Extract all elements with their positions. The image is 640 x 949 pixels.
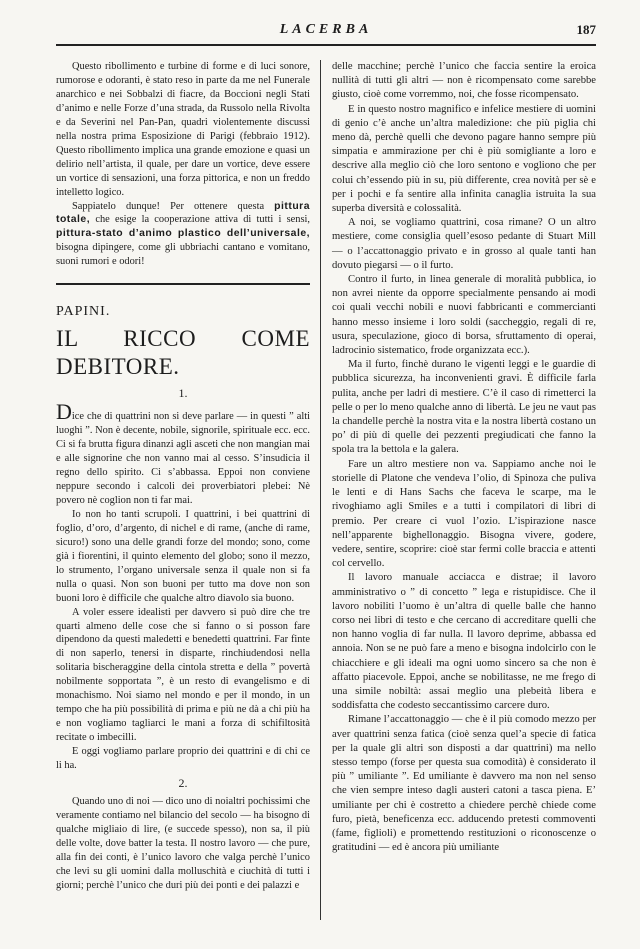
column-divider bbox=[320, 60, 321, 920]
article-end-rule bbox=[56, 283, 310, 285]
text-run: che esige la cooperazione attiva di tutti i sensi, bbox=[90, 214, 310, 226]
paragraph: Io non ho tanti scrupoli. I quattrini, i bei quattrini di foglio, d’oro, d’argento, di nichel e di rame, (anche di rame, sicuro!) sono una delle grandi forze del mondo; sono, come già i fiorentini, il quinto elemento del globo; sono il mezzo, lo strumento, l’organo universale senza il quale non si fa nulla o quasi. Non son buoni per tutto ma dove non son buoni loro è difficile che qualche altro diavolo sia buono. bbox=[56, 508, 310, 604]
paragraph: Il lavoro manuale acciacca e distrae; il lavoro amministrativo o ” di concetto ” lega e ristupidisce. Che il lavoro nobiliti l’uomo è un’altra di quelle balle che hanno corso nei libri di testo e che cercano di accreditare quelli che non hanno voglia di far nulla. Il lavoro deprime, abbassa ed annoia. Non se ne può fare a meno e bisogna indolcirlo con le chiacchiere e gli ideali ma ogni uomo sincero sa che non è affatto piacevole. Eppoi, anche se nobilitasse, ne me frego di una simile nobiltà: assai meglio una plebeità libera e soddisfatta che codesto seccantissimo carcere duro. bbox=[332, 572, 596, 712]
text-run: Sappiatelo dunque! Per ottenere questa bbox=[72, 200, 275, 212]
bold-phrase: pittura-stato d’animo plastico dell’universale, bbox=[56, 228, 310, 240]
paragraph: Rimane l’accattonaggio — che è il più comodo mezzo per aver quattrini senza fatica (cioè senza quel’a specie di fatica per la quale gli altri son disposti a dar quattrini) ma nello stesso tempo (forse per questa sua comodità) è considerato il più ” umiliante ”. Ed umiliante è davvero ma non nel senso che vien sempre inteso dagli austeri catoni a tasca piena. E’ umiliante per chi è costretto a chiedere perchè chiede come furo, pietà, beneficenza ecc. adducendo pretesti commoventi (fame, figlioli) e promettendo restituzioni o riconoscenze o gratitudini — ed è ancora più umiliante bbox=[332, 714, 596, 854]
bold-phrase: pittura totale, bbox=[56, 200, 310, 226]
article-title: IL RICCO COME DEBITORE. bbox=[56, 326, 310, 380]
text-run: bisogna dipingere, come gli ubbriachi cantano e vomitano, suoni rumori e odori! bbox=[56, 242, 310, 268]
running-title: LACERBA bbox=[279, 22, 373, 37]
paragraph: A voler essere idealisti per davvero si può dire che tre quarti almeno delle cose che si fanno o si posson fare dipendono da questi maledetti e benedetti quattrini. Far finte di non saperlo, tenersi in disparte, rinchiudendosi nella solitaria bischeraggine della cintola stretta e della ” povertà nobilmente sopportata ”, è un resto di evangelismo e di monachismo. Noi siamo nel mondo e per il mondo, in un tempo che ha più possibilità di prima e più ne dà a chi più ha e non vogliamo tagliarci le mani a forza di schifiltosità recitate o imbecilli. bbox=[56, 606, 310, 744]
paragraph bbox=[56, 399, 310, 508]
paragraph: Quando uno di noi — dico uno di noialtri pochissimi che veramente contiamo nel bilancio del secolo — ha bisogno di qualche migliaio di lire, (e succede spesso), non sa, il più delle volte, dove batter la testa. Il nostro lavoro — che pure, alla fin dei conti, è l’unico lavoro che valga perchè l’unico che levi su gli uomini dalla molluschità e ciuchità di tutti i giorni; perchè l’unico che duri più dei ponti e dei palazzi e bbox=[56, 795, 310, 891]
header-rule bbox=[56, 44, 596, 46]
right-column bbox=[332, 60, 596, 855]
paragraph: delle macchine; perchè l’unico che faccia sentire la eroica nullità di tutti gli altri — non è ricompensato come sarebbe giusto, cioè come vorremmo, noi, che fosse ricompensato. bbox=[332, 61, 596, 101]
paragraph: A noi, se vogliamo quattrini, cosa rimane? O un altro mestiere, come consiglia quell’esoso pedante di Stuart Mill — o l’accattonaggio privato e in grosso al quale tanti han dovuto piegarsi — o il furto. bbox=[332, 217, 596, 271]
paragraph: Fare un altro mestiere non va. Sappiamo anche noi le storielle di Platone che vendeva l’olio, di Spinoza che puliva le lenti e di Hans Sachs che faceva le scarpe, ma le rivoghiamo agli Smiles e a tutti i compilatori di libri di premio. Per creare ci vuol l’ozio. L’ispirazione nasce nell’apparente bighellonaggio. Bisogna vivere, godere, vedere, sentire, scoprire: cioè star fermi colle braccia e attenti col cervello. bbox=[332, 458, 596, 570]
section-number: 1. bbox=[178, 386, 188, 401]
paragraph: Questo ribollimento e turbine di forme e di luci sonore, rumorose e odoranti, è stato reso in parte da me nel Funerale anarchico e nei Sobbalzi di fiacre, da Boccioni negli Stati d’animo e nelle Forze d’una strada, da Russolo nella Rivolta e da Severini nel Pan-Pan, quadri violentemente discussi nella nostra prima Esposizione di Parigi (febbraio 1912). Questo ribollimento implica una grande emozione e quasi un delirio nell’artista, il quale, per dare un vortice, deve essere un vortice di sensazioni, una forza pittorica, e non un freddo intelletto logico. bbox=[56, 61, 310, 198]
article-author: PAPINI. bbox=[56, 304, 111, 320]
left-column bbox=[56, 60, 310, 893]
drop-cap: D bbox=[56, 399, 72, 425]
paragraph-manifesto bbox=[56, 200, 310, 270]
paragraph: Contro il furto, in linea generale di moralità pubblica, io non avrei niente da opporre specialmente pensando ai modi coi quali vecchi nobili e nuovi fabbricanti e commercianti hanno messo insieme i loro soldi (saccheggio, regali di re, usura, speculazione, gioco di borsa, sfruttamento di operai, ladrocinio sistematico, frode organizzata ecc.). bbox=[332, 274, 596, 357]
paragraph: E in questo nostro magnifico e infelice mestiere di uomini di genio c’è anche un’altra maledizione: che più piglia chi meno dà, perchè quelli che devono pagare hanno sempre più simpatia e ammirazione per chi è più somigliante a loro e descrive alla meglio ciò che loro sentono e vogliono che per colui ch’essendo più in su, più differente, crea novità per sè e per i pochi e fa sentire alla infinita canaglia istruita la sua superba diversità e colossalità. bbox=[332, 103, 596, 215]
text-run: ice che di quattrini non si deve parlare — in questi ” alti luoghi ”. Non è decente, nobile, signorile, spirituale ecc. ecc. Ci si fa brutta figura dinanzi agli asceti che non mangian mai e alle signorine che non vanno mai al cesso. S’insudicia il regno dello spirito. Ci s’abbassa. Eppoi non conviene neppure secondo i calcoli dei proverbiatori plebei: Nè povero nè coglion non ti far mai. bbox=[56, 411, 310, 506]
paragraph: Ma il furto, finchè durano le vigenti leggi e le guardie di pubblica sicurezza, ha inconvenienti gravi. È difficile farla pulita, anche per ladri di mestiere. C’è il caso di rimetterci la pelle o per lo meno qualche anno di libertà. Le jeu ne vaut pas la chandelle perchè la nostra vita e la nostra libertà costano un po’ di più di quelle dei pezzenti pregiudicati che fanno la spola tra la bettola e la galera. bbox=[332, 359, 596, 456]
paragraph: E oggi vogliamo parlare proprio dei quattrini e di chi ce li ha. bbox=[56, 746, 310, 772]
page-number: 187 bbox=[576, 22, 596, 37]
section-number: 2. bbox=[178, 775, 188, 790]
page-header bbox=[56, 20, 596, 42]
